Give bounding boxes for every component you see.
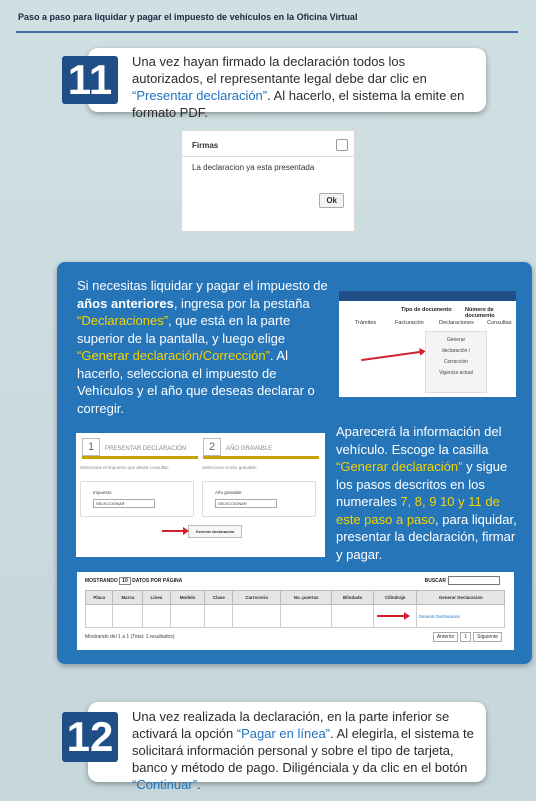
step-12-text: Una vez realizada la declaración, en la parte inferior se activará la opción “Pagar en línea”. Al elegirla, el sistema te solicitará información personal y sobre el tipo de tarjeta, banco y método de pago. Diligénciala y da clic en el botón “Continuar”.	[132, 709, 474, 792]
step-11-text: Una vez hayan firmado la declaración todos los autorizados, el representante legal debe dar clic en “Presentar declaración”. Al hacerlo, el sistema la emite en formato PDF.	[132, 54, 465, 120]
menu-item[interactable]: Vigencia actual	[439, 370, 473, 376]
generar-declaracion-button[interactable]: Generar declaración	[188, 525, 242, 538]
red-arrow-icon	[162, 530, 184, 532]
divider	[182, 156, 354, 157]
column-header[interactable]: Marca	[113, 591, 143, 605]
panel-paragraph-1: Si necesitas liquidar y pagar el impuesto de años anteriores, ingresa por la pestaña “Declaraciones”, que está en la parte superior de la pantalla, y luego elige “Generar declaración/Corrección”. Al hacerlo, selecciona el impuesto de Vehículos y el año que deseas declarar o corregir.	[77, 278, 328, 416]
table-cell	[205, 605, 233, 628]
table-cell	[86, 605, 113, 628]
menu-item[interactable]: Corrección	[443, 359, 469, 365]
instruction-text: Seleccione el año gravable:	[202, 465, 258, 470]
ano-label: Año gravable	[215, 490, 242, 495]
instruction-text: Seleccione el impuesto que desea consultar:	[80, 465, 170, 470]
table-cell	[280, 605, 332, 628]
pagination	[431, 632, 502, 642]
step-12-number: 12	[62, 712, 118, 762]
column-header[interactable]: Carrocería	[233, 591, 280, 605]
header-divider	[16, 31, 518, 33]
menu-item[interactable]: declaración /	[441, 348, 471, 354]
generar-declaracion-link[interactable]: Generar Declaracion	[418, 613, 461, 619]
page-size-select[interactable]: 10	[119, 577, 131, 585]
tab-ano-gravable[interactable]: 2 AÑO GRAVABLE	[203, 438, 319, 459]
column-header[interactable]: Modelo	[170, 591, 205, 605]
ano-field-box	[202, 481, 316, 517]
column-header[interactable]: Cilindraje	[373, 591, 417, 605]
impuesto-field-box	[80, 481, 194, 517]
table-header-row	[86, 591, 505, 605]
menu-label: Tipo de documento	[401, 307, 452, 313]
search-input[interactable]	[448, 576, 500, 585]
dialog-title: Firmas	[192, 141, 219, 150]
declaration-screenshot	[76, 433, 325, 557]
tab-tramites[interactable]: Trámites	[355, 320, 377, 326]
column-header[interactable]: No. puertas	[280, 591, 332, 605]
panel-paragraph-2: Aparecerá la información del vehículo. Escoge la casilla “Generar declaración” y sigue los pasos descritos en los numerales 7, 8, 9 10 y 11 de este paso a paso, para liquidar, presentar la declaración, firmar y pagar.	[336, 424, 517, 562]
red-arrow-icon	[377, 615, 405, 617]
page-header: Paso a paso para liquidar y pagar el impuesto de vehículos en la Oficina Virtual	[18, 12, 358, 22]
table-row	[86, 605, 505, 628]
column-header[interactable]: Clase	[205, 591, 233, 605]
table-cell	[332, 605, 373, 628]
menu-item[interactable]: Generar	[446, 337, 466, 343]
impuesto-label: Impuesto	[93, 490, 112, 495]
red-arrow-icon	[361, 351, 421, 361]
ok-button[interactable]: Ok	[319, 193, 344, 208]
table-cell	[113, 605, 143, 628]
table-cell	[143, 605, 170, 628]
menu-label: Número de documento	[465, 307, 495, 319]
firmas-dialog	[181, 130, 355, 232]
column-header[interactable]: Placa	[86, 591, 113, 605]
vehicles-table-screenshot	[77, 572, 514, 650]
table-cell	[233, 605, 280, 628]
column-header[interactable]: Blindado	[332, 591, 373, 605]
page-number[interactable]: 1	[460, 632, 471, 642]
declaraciones-dropdown	[425, 331, 487, 393]
table-cell	[417, 605, 505, 628]
menu-topbar	[339, 291, 516, 301]
search-box: BUSCAR	[425, 576, 500, 585]
tab-declaraciones[interactable]: Declaraciones	[439, 320, 474, 326]
table-cell	[170, 605, 205, 628]
vehicles-table	[85, 590, 505, 628]
column-header[interactable]: Línea	[143, 591, 170, 605]
ano-select[interactable]: SELECCIONAR	[215, 499, 277, 508]
tab-consultas[interactable]: Consultas	[487, 320, 512, 326]
results-summary: Mostrando del 1 a 1 (Total: 1 resultados)	[85, 634, 175, 640]
column-header[interactable]: Generar Declaracion	[417, 591, 505, 605]
next-button[interactable]: Siguiente	[473, 632, 502, 642]
close-icon[interactable]	[336, 139, 348, 151]
menu-screenshot	[339, 291, 516, 397]
page-size-label: MOSTRANDO 10 DATOS POR PÁGINA	[85, 578, 183, 584]
impuesto-select[interactable]: SELECCIONAR	[93, 499, 155, 508]
previous-button[interactable]: Anterior	[433, 632, 459, 642]
dialog-message: La declaracion ya esta presentada	[192, 163, 315, 172]
tab-facturacion[interactable]: Facturación	[395, 320, 424, 326]
tab-presentar-declaracion[interactable]: 1 PRESENTAR DECLARACIÓN	[82, 438, 198, 459]
step-11-number: 11	[62, 56, 118, 104]
